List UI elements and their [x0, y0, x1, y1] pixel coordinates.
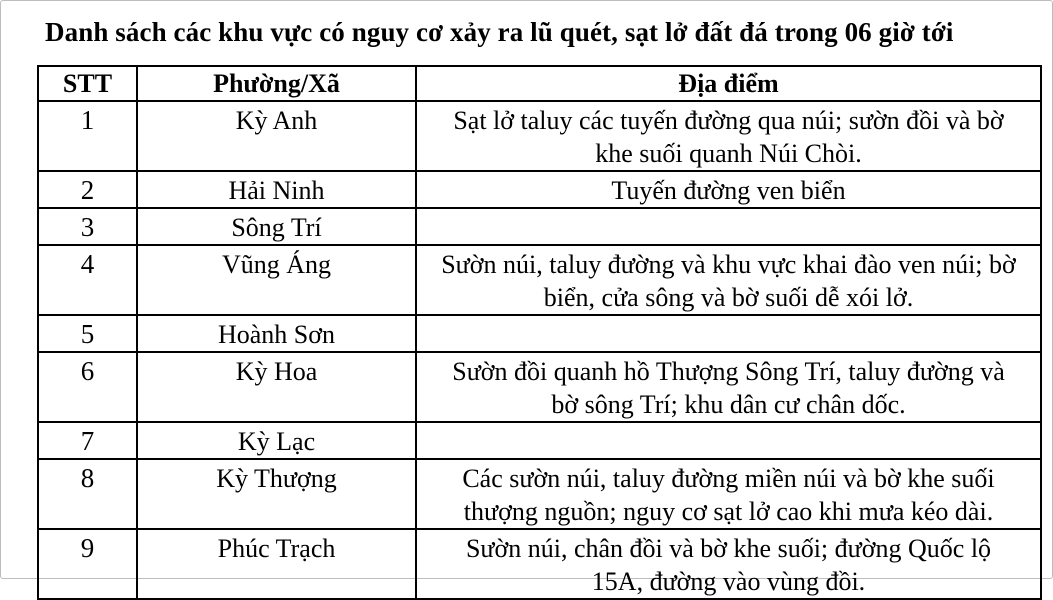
cell-stt [38, 171, 137, 208]
location-line: Sườn núi, chân đồi và bờ khe suối; đường Quốc lộ [465, 534, 992, 563]
cell-ward [137, 459, 416, 529]
table-row [38, 315, 1041, 352]
location-line: khe suối quanh Núi Chòi. [595, 139, 862, 168]
stt-text: 8 [80, 463, 95, 493]
stt-text: 4 [80, 249, 95, 279]
location-line: Các sườn núi, taluy đường miền núi và bờ khe suối [462, 464, 995, 493]
header-stt: STT [38, 66, 137, 101]
ward-text: Hoành Sơn [217, 320, 336, 349]
cell-location [416, 422, 1041, 459]
stt-text: 2 [80, 175, 95, 205]
ward-text: Kỳ Anh [235, 106, 318, 135]
cell-ward [137, 245, 416, 315]
cell-location [416, 529, 1041, 599]
location-line: Tuyến đường ven biển [611, 176, 846, 205]
stt-text: 7 [80, 426, 95, 456]
cell-ward [137, 315, 416, 352]
cell-location [416, 101, 1041, 171]
location-line: bờ sông Trí; khu dân cư chân dốc. [551, 390, 906, 419]
cell-stt [38, 208, 137, 245]
table-row [38, 529, 1041, 599]
table-row [38, 101, 1041, 171]
table-row [38, 422, 1041, 459]
cell-stt [38, 352, 137, 422]
cell-ward [137, 352, 416, 422]
location-line: thượng nguồn; nguy cơ sạt lở cao khi mưa kéo dài. [463, 497, 994, 526]
ward-text: Sông Trí [231, 213, 322, 242]
ward-text: Hải Ninh [228, 176, 325, 205]
table-row [38, 171, 1041, 208]
ward-text: Kỳ Thượng [216, 464, 337, 493]
stt-text: 5 [80, 319, 95, 349]
cell-stt [38, 459, 137, 529]
cell-location [416, 208, 1041, 245]
ward-text: Kỳ Lạc [237, 427, 316, 456]
header-ward: Phường/Xã [137, 66, 416, 101]
cell-stt [38, 422, 137, 459]
table-header-row [38, 66, 1041, 101]
cell-stt [38, 315, 137, 352]
cell-stt [38, 245, 137, 315]
location-line: Sườn núi, taluy đường và khu vực khai đào ven núi; bờ [441, 250, 1016, 279]
cell-ward [137, 101, 416, 171]
risk-area-table [37, 65, 1042, 600]
cell-ward [137, 422, 416, 459]
cell-stt [38, 529, 137, 599]
location-line: 15A, đường vào vùng đồi. [591, 567, 866, 596]
cell-location [416, 171, 1041, 208]
cell-stt [38, 101, 137, 171]
stt-text: 1 [80, 105, 95, 135]
cell-location [416, 315, 1041, 352]
table-row [38, 208, 1041, 245]
location-line: Sườn đồi quanh hồ Thượng Sông Trí, taluy đường và [452, 357, 1005, 386]
cell-location [416, 459, 1041, 529]
cell-location [416, 245, 1041, 315]
stt-text: 9 [80, 533, 95, 563]
ward-text: Vũng Áng [221, 250, 332, 279]
cell-location [416, 352, 1041, 422]
table-row [38, 352, 1041, 422]
ward-text: Kỳ Hoa [235, 357, 318, 386]
table-row [38, 245, 1041, 315]
cell-ward [137, 529, 416, 599]
stt-text: 6 [80, 356, 95, 386]
header-location: Địa điểm [416, 66, 1041, 101]
ward-text: Phúc Trạch [217, 534, 336, 563]
document-title: Danh sách các khu vực có nguy cơ xảy ra lũ quét, sạt lở đất đá trong 06 giờ tới [45, 17, 954, 47]
stt-text: 3 [80, 212, 95, 242]
table-row [38, 459, 1041, 529]
cell-ward [137, 171, 416, 208]
location-line: Sạt lở taluy các tuyến đường qua núi; sườn đồi và bờ [453, 106, 1004, 135]
cell-ward [137, 208, 416, 245]
location-line: biển, cửa sông và bờ suối dễ xói lở. [543, 283, 914, 312]
